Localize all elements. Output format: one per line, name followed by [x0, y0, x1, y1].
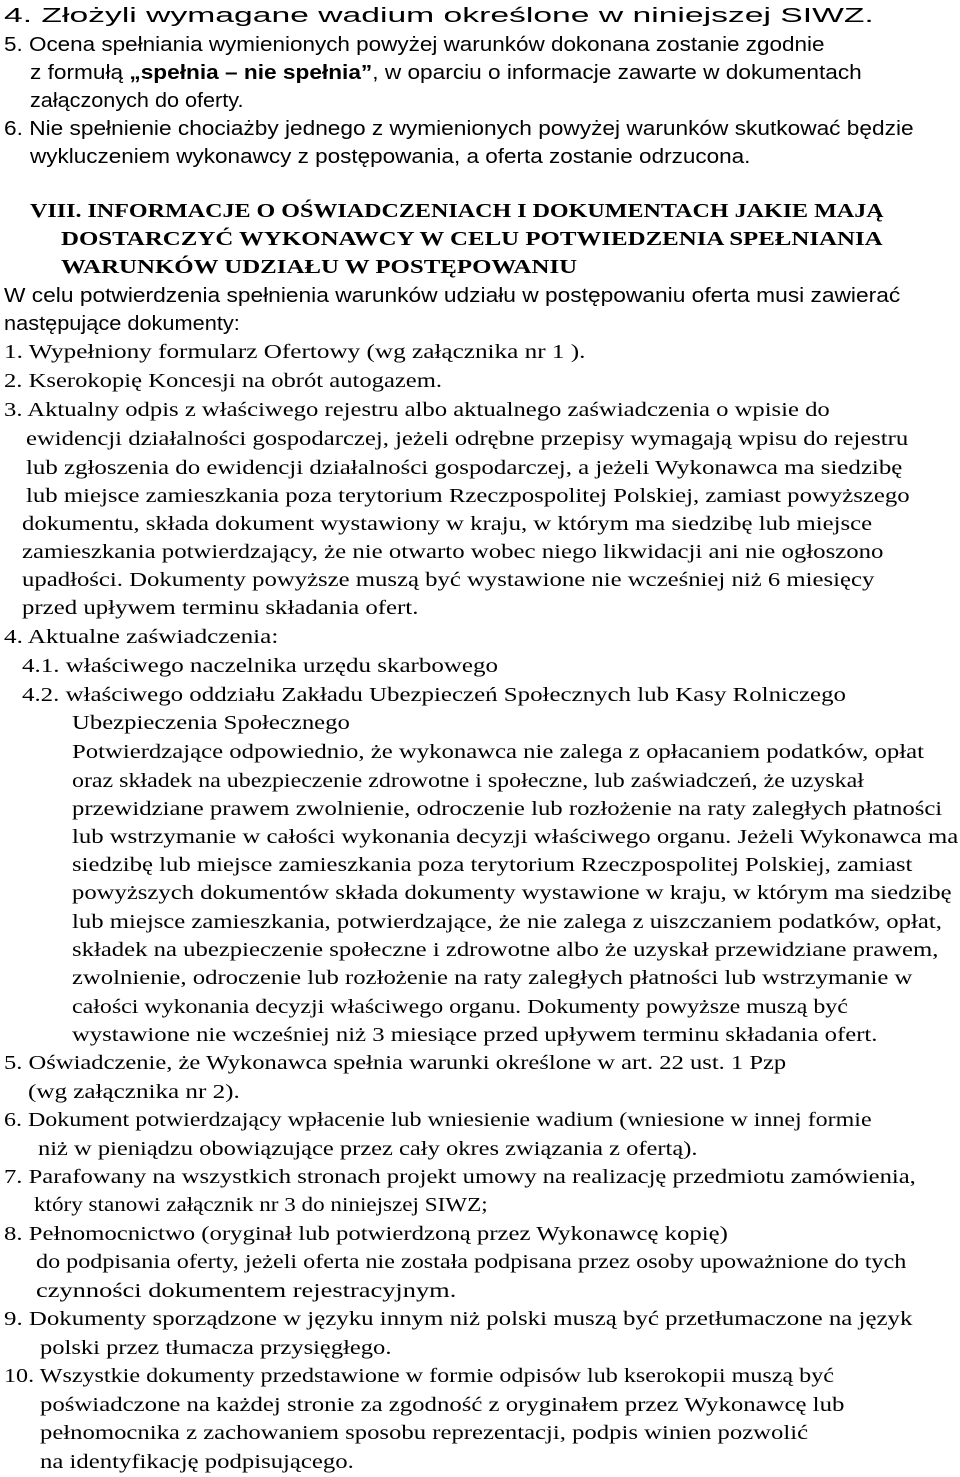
doc-item-10-line-1: 10. Wszystkie dokumenty przedstawione w formie odpisów lub kserokopii muszą być: [4, 1365, 834, 1387]
doc-item-10-line-2: poświadczone na każdej stronie za zgodność z oryginałem przez Wykonawcę lub: [40, 1394, 845, 1416]
doc-item-3-line-3: lub zgłoszenia do ewidencji działalności gospodarczej, a jeżeli Wykonawca ma siedzibę: [26, 457, 903, 479]
doc-item-9-line-2: polski przez tłumacza przysięgłego.: [40, 1337, 392, 1359]
item-5-line-3: załączonych do oferty.: [30, 90, 244, 112]
doc-item-7-line-2: który stanowi załącznik nr 3 do niniejszej SIWZ;: [34, 1194, 488, 1216]
section-heading-line-2: DOSTARCZYĆ WYKONAWCY W CELU POTWIEDZENIA SPEŁNIANIA: [61, 228, 883, 250]
doc-item-8-line-1: 8. Pełnomocnictwo (oryginał lub potwierdzoną przez Wykonawcę kopię): [4, 1223, 728, 1245]
doc-item-3-line-4: lub miejsce zamieszkania poza terytorium Rzeczpospolitej Polskiej, zamiast powyższego: [26, 485, 910, 507]
doc-item-1: 1. Wypełniony formularz Ofertowy (wg załącznika nr 1 ).: [4, 341, 586, 363]
doc-item-7-line-1: 7. Parafowany na wszystkich stronach projekt umowy na realizację przedmiotu zamówienia,: [4, 1166, 916, 1188]
doc-item-4-2-line-6: lub wstrzymanie w całości wykonania decyzji właściwego organu. Jeżeli Wykonawca ma: [72, 826, 959, 848]
doc-item-3-line-8: przed upływem terminu składania ofert.: [22, 597, 419, 619]
item-6-line-2: wykluczeniem wykonawcy z postępowania, a oferta zostanie odrzucona.: [30, 146, 751, 168]
item-5-suffix: , w oparciu o informacje zawarte w dokumentach: [372, 62, 862, 84]
section-intro-line-2: następujące dokumenty:: [4, 313, 240, 335]
doc-item-4-2-line-5: przewidziane prawem zwolnienie, odroczenie lub rozłożenie na raty zaległych płatności: [72, 798, 943, 820]
doc-item-4-2-line-12: całości wykonania decyzji właściwego organu. Dokumenty powyższe muszą być: [72, 996, 848, 1018]
item-5-formula: „spełnia – nie spełnia”: [129, 62, 373, 84]
doc-item-6-line-2: niż w pieniądzu obowiązujące przez cały okres związania z ofertą).: [38, 1138, 698, 1160]
doc-item-4-2-line-3: Potwierdzające odpowiednio, że wykonawca nie zalega z opłacaniem podatków, opłat: [72, 741, 924, 763]
section-heading-line-3: WARUNKÓW UDZIAŁU W POSTĘPOWANIU: [61, 256, 578, 278]
doc-item-5-line-2: (wg załącznika nr 2).: [28, 1081, 240, 1103]
doc-item-4-2-line-1: 4.2. właściwego oddziału Zakładu Ubezpieczeń Społecznych lub Kasy Rolniczego: [22, 684, 847, 706]
doc-item-4-2-line-4: oraz składek na ubezpieczenie zdrowotne i społeczne, lub zaświadczeń, że uzyskał: [72, 770, 864, 792]
doc-item-4-2-line-8: powyższych dokumentów składa dokumenty wystawione w kraju, w którym ma siedzibę: [72, 882, 952, 904]
doc-item-8-line-2: do podpisania oferty, jeżeli oferta nie została podpisana przez osoby upoważnione do tych: [36, 1251, 907, 1273]
doc-item-4-2-line-13: wystawione nie wcześniej niż 3 miesiące przed upływem terminu składania ofert.: [72, 1024, 878, 1046]
doc-item-10-line-3: pełnomocnika z zachowaniem sposobu reprezentacji, podpis winien pozwolić: [40, 1422, 809, 1444]
doc-item-4-2-line-2: Ubezpieczenia Społecznego: [72, 712, 350, 734]
item-5-line-1: 5. Ocena spełniania wymienionych powyżej warunków dokonana zostanie zgodnie: [4, 34, 825, 56]
item-5-prefix: z formułą: [30, 62, 130, 84]
doc-item-3-line-1: 3. Aktualny odpis z właściwego rejestru albo aktualnego zaświadczenia o wpisie do: [4, 399, 830, 421]
section-heading-line-1: VIII. INFORMACJE O OŚWIADCZENIACH I DOKUMENTACH JAKIE MAJĄ: [30, 200, 884, 222]
item-6-line-1: 6. Nie spełnienie chociażby jednego z wymienionych powyżej warunków skutkować będzie: [4, 118, 914, 140]
doc-item-4-2-line-11: zwolnienie, odroczenie lub rozłożenie na raty zaległych płatności lub wstrzymanie w: [72, 967, 913, 989]
doc-item-4-1: 4.1. właściwego naczelnika urzędu skarbowego: [22, 655, 498, 677]
doc-item-6-line-1: 6. Dokument potwierdzający wpłacenie lub wniesienie wadium (wniesione w innej formie: [4, 1109, 872, 1131]
doc-item-3-line-7: upadłości. Dokumenty powyższe muszą być wystawione nie wcześniej niż 6 miesięcy: [22, 569, 875, 591]
item-5-line-2: [30, 61, 862, 85]
doc-item-9-line-1: 9. Dokumenty sporządzone w języku innym niż polski muszą być przetłumaczone na język: [4, 1308, 913, 1330]
doc-item-4-2-line-10: składek na ubezpieczenie społeczne i zdrowotne albo że uzyskał przewidziane prawem,: [72, 939, 939, 961]
doc-item-5-line-1: 5. Oświadczenie, że Wykonawca spełnia warunki określone w art. 22 ust. 1 Pzp: [4, 1052, 787, 1074]
doc-item-3-line-5: dokumentu, składa dokument wystawiony w kraju, w którym ma siedzibę lub miejsce: [22, 513, 873, 535]
doc-item-10-line-4: na identyfikację podpisującego.: [40, 1451, 354, 1473]
doc-item-4-2-line-7: siedzibę lub miejsce zamieszkania poza terytorium Rzeczpospolitej Polskiej, zamiast: [72, 854, 913, 876]
doc-item-3-line-6: zamieszkania potwierdzający, że nie otwarto wobec niego likwidacji ani nie ogłoszono: [22, 541, 884, 563]
doc-item-3-line-2: ewidencji działalności gospodarczej, jeżeli odrębne przepisy wymagają wpisu do rejestru: [26, 428, 909, 450]
doc-item-4-2-line-9: lub miejsce zamieszkania, potwierdzające, że nie zalega z uiszczaniem podatków, opłat,: [72, 911, 942, 933]
doc-item-4: 4. Aktualne zaświadczenia:: [4, 626, 279, 648]
section-intro-line-1: W celu potwierdzenia spełnienia warunków udziału w postępowaniu oferta musi zawierać: [4, 285, 901, 307]
doc-item-8-line-3: czynności dokumentem rejestracyjnym.: [36, 1280, 457, 1302]
doc-item-2: 2. Kserokopię Koncesji na obrót autogazem.: [4, 370, 443, 392]
item-4-wadium: 4. Złożyli wymagane wadium określone w niniejszej SIWZ.: [4, 5, 874, 27]
